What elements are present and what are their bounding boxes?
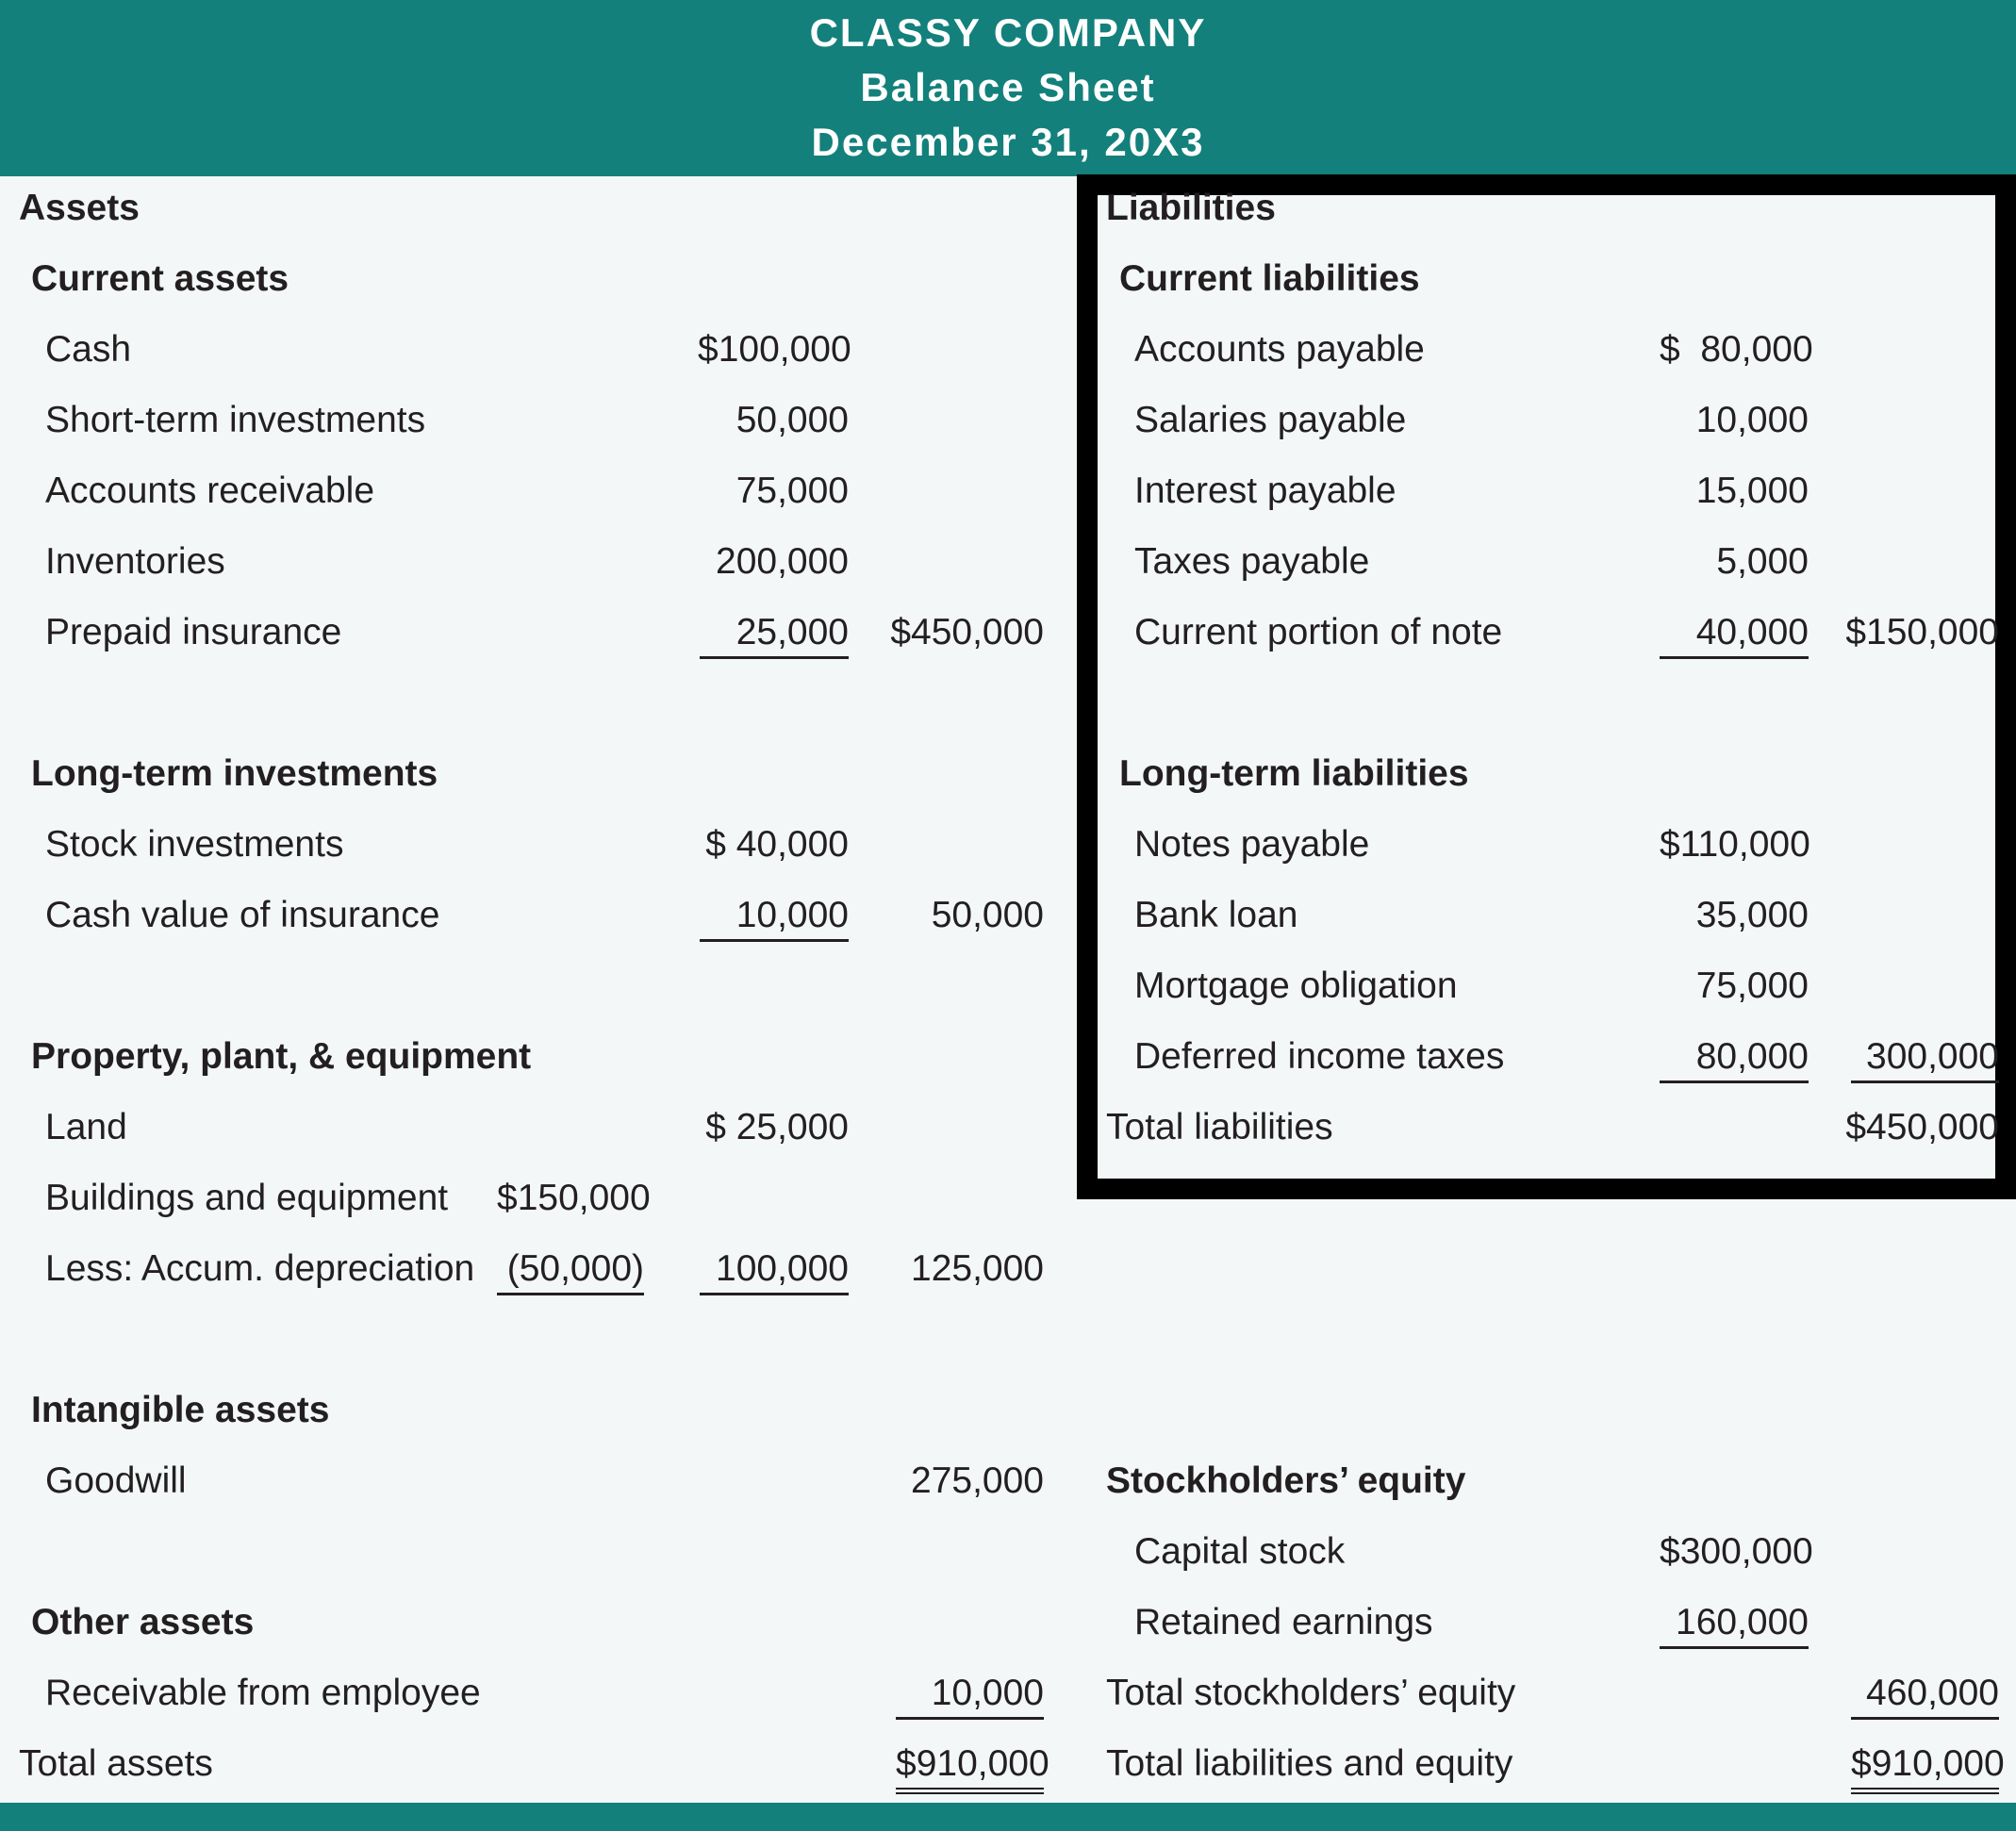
liability-label: Deferred income taxes bbox=[1134, 1036, 1505, 1077]
asset-amount: 100,000 bbox=[700, 1245, 849, 1295]
company-name: CLASSY COMPANY bbox=[809, 10, 1207, 55]
total-equity-label: Total stockholders’ equity bbox=[1106, 1673, 1516, 1713]
intangible-assets-heading: Intangible assets bbox=[31, 1390, 330, 1430]
liability-label: Taxes payable bbox=[1134, 541, 1370, 582]
asset-label: Cash bbox=[45, 329, 132, 370]
asset-label: Short-term investments bbox=[45, 400, 426, 440]
total-liabilities-equity-amount: $910,000 bbox=[1851, 1740, 1999, 1794]
long-term-liabilities-total: 300,000 bbox=[1851, 1033, 1999, 1083]
goodwill-amount: 275,000 bbox=[911, 1460, 1044, 1501]
liability-amount: 40,000 bbox=[1660, 609, 1809, 659]
liability-amount: 35,000 bbox=[1695, 895, 1809, 935]
current-liabilities-total: $150,000 bbox=[1845, 612, 1999, 652]
asset-amount: 50,000 bbox=[735, 400, 849, 440]
liability-label: Notes payable bbox=[1134, 824, 1370, 865]
total-liabilities-amount: $450,000 bbox=[1845, 1107, 1999, 1147]
asset-label: Buildings and equipment bbox=[45, 1178, 449, 1218]
long-term-investments-total: 50,000 bbox=[931, 895, 1044, 935]
statement-title: Balance Sheet bbox=[860, 65, 1156, 109]
liability-label: Bank loan bbox=[1134, 895, 1298, 935]
asset-amount: 25,000 bbox=[700, 609, 849, 659]
total-liabilities-label: Total liabilities bbox=[1106, 1107, 1333, 1147]
asset-label: Prepaid insurance bbox=[45, 612, 342, 652]
liability-amount: 5,000 bbox=[1716, 541, 1809, 582]
asset-label: Cash value of insurance bbox=[45, 895, 440, 935]
liability-amount: $ 80,000 bbox=[1660, 329, 1813, 370]
long-term-investments-heading: Long-term investments bbox=[31, 753, 438, 794]
current-liabilities-heading: Current liabilities bbox=[1119, 258, 1420, 299]
total-assets-amount: $910,000 bbox=[896, 1740, 1044, 1794]
liability-label: Current portion of note bbox=[1134, 612, 1503, 652]
asset-amount: 200,000 bbox=[716, 541, 849, 582]
equity-label: Capital stock bbox=[1134, 1531, 1346, 1572]
equity-amount: $300,000 bbox=[1660, 1531, 1813, 1572]
liability-amount: 80,000 bbox=[1660, 1033, 1809, 1083]
footer-bar bbox=[0, 1803, 2016, 1831]
asset-amount: (50,000) bbox=[497, 1245, 644, 1295]
equity-amount: 160,000 bbox=[1660, 1599, 1809, 1649]
liability-label: Accounts payable bbox=[1134, 329, 1425, 370]
asset-amount: 10,000 bbox=[700, 892, 849, 942]
asset-label: Inventories bbox=[45, 541, 225, 582]
asset-label: Less: Accum. depreciation bbox=[45, 1248, 475, 1289]
asset-label: Land bbox=[45, 1107, 127, 1147]
current-assets-total: $450,000 bbox=[890, 612, 1044, 652]
total-equity-amount: 460,000 bbox=[1851, 1670, 1999, 1720]
liability-label: Salaries payable bbox=[1134, 400, 1407, 440]
liability-amount: 75,000 bbox=[1695, 965, 1809, 1006]
receivable-amount: 10,000 bbox=[896, 1670, 1044, 1720]
total-liabilities-equity-label: Total liabilities and equity bbox=[1106, 1743, 1513, 1784]
liability-label: Interest payable bbox=[1134, 470, 1396, 511]
ppe-heading: Property, plant, & equipment bbox=[31, 1036, 532, 1077]
asset-amount: $ 40,000 bbox=[705, 824, 849, 865]
other-assets-heading: Other assets bbox=[31, 1602, 255, 1642]
asset-label: Receivable from employee bbox=[45, 1673, 481, 1713]
ppe-total: 125,000 bbox=[911, 1248, 1044, 1289]
asset-label: Goodwill bbox=[45, 1460, 187, 1501]
equity-heading: Stockholders’ equity bbox=[1106, 1460, 1466, 1501]
statement-header bbox=[0, 0, 2016, 176]
equity-label: Retained earnings bbox=[1134, 1602, 1433, 1642]
asset-amount: $150,000 bbox=[497, 1178, 651, 1218]
asset-amount: $100,000 bbox=[698, 329, 851, 370]
asset-amount: $ 25,000 bbox=[705, 1107, 849, 1147]
liability-amount: $110,000 bbox=[1660, 824, 1810, 865]
total-assets-label: Total assets bbox=[19, 1743, 213, 1784]
liability-label: Mortgage obligation bbox=[1134, 965, 1458, 1006]
asset-amount: 75,000 bbox=[735, 470, 849, 511]
statement-date: December 31, 20X3 bbox=[811, 120, 1205, 164]
current-assets-heading: Current assets bbox=[31, 258, 289, 299]
liability-amount: 10,000 bbox=[1695, 400, 1809, 440]
long-term-liabilities-heading: Long-term liabilities bbox=[1119, 753, 1469, 794]
liabilities-heading: Liabilities bbox=[1106, 188, 1276, 228]
liability-amount: 15,000 bbox=[1695, 470, 1809, 511]
asset-label: Accounts receivable bbox=[45, 470, 375, 511]
assets-heading: Assets bbox=[19, 188, 140, 228]
asset-label: Stock investments bbox=[45, 824, 344, 865]
